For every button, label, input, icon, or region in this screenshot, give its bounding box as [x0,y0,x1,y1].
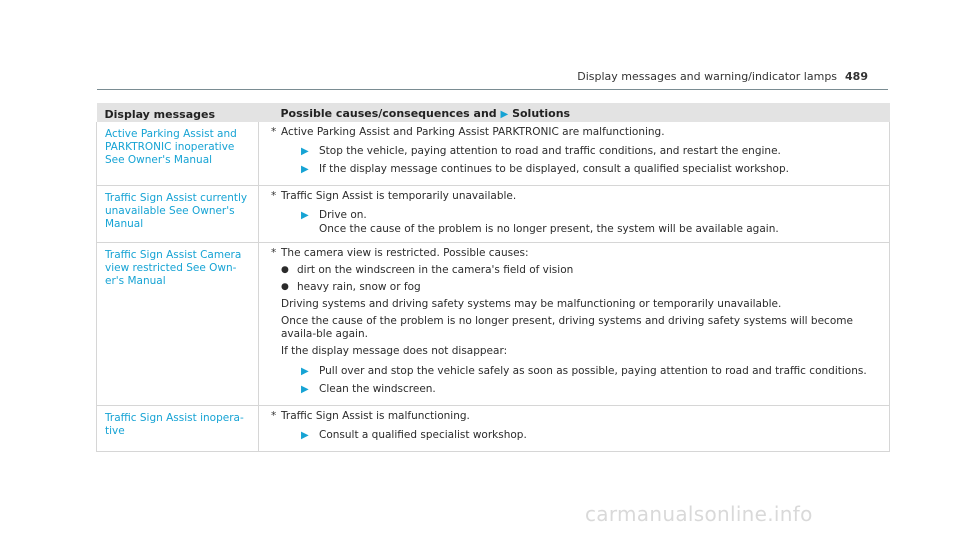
table-row [97,122,890,186]
play-arrow-icon: ▶ [301,146,309,157]
action-item [301,163,883,176]
paragraph: If the display message does not disappear: [281,345,508,357]
cause-cell [259,122,890,186]
action-text: Clean the windscreen. [319,383,436,395]
play-arrow-icon: ▶ [301,430,309,441]
display-messages-table [96,103,890,452]
cause-text: Active Parking Assist and Parking Assist PARKTRONIC are malfunctioning. [281,126,665,138]
asterisk-icon: * [271,410,277,422]
bullet-dot-icon: ● [281,282,289,292]
column-header-solutions-label: Possible causes/consequences and [280,107,497,120]
asterisk-icon: * [271,247,277,259]
cause-text: The camera view is restricted. Possible causes: [281,247,529,259]
bullet-item [281,281,883,294]
play-arrow-icon: ▶ [301,366,309,377]
cause-cell [259,406,890,452]
page-number: 489 [845,70,868,83]
action-item [301,209,883,222]
column-header-solutions-suffix: Solutions [512,107,571,120]
bullet-dot-icon: ● [281,265,289,275]
action-text: Consult a qualified specialist workshop. [319,429,527,441]
display-message: Active Parking Assist and PARKTRONIC inoperative See Owner's Manual [97,122,259,186]
page-header-title: Display messages and warning/indicator lamps [577,70,838,83]
table-row [97,406,890,452]
cause-cell [259,243,890,406]
cause-text: Traffic Sign Assist is malfunctioning. [281,410,470,422]
bullet-text: dirt on the windscreen in the camera's field of vision [297,264,574,276]
action-note: Once the cause of the problem is no longer present, the system will be available again. [319,223,779,235]
paragraph: Driving systems and driving safety systems may be malfunctioning or temporarily unavailable. [281,298,782,310]
action-item [301,145,883,158]
bullet-text: heavy rain, snow or fog [297,281,421,293]
cause-line [271,247,883,260]
table-header-row [97,103,890,122]
page-header [0,70,868,90]
cause-line [271,410,883,423]
play-arrow-icon: ▶ [301,384,309,395]
action-text: Stop the vehicle, paying attention to road and traffic conditions, and restart the engine. [319,145,781,157]
bullet-item [281,264,883,277]
column-header-solutions [259,103,890,122]
watermark: carmanualsonline.info [585,502,813,526]
asterisk-icon: * [271,190,277,202]
action-item [301,383,883,396]
display-message: Traffic Sign Assist currently unavailable See Owner's Manual [97,186,259,243]
play-arrow-icon: ▶ [500,109,509,120]
paragraph: Once the cause of the problem is no longer present, driving systems and driving safety systems will become availa-ble again. [281,315,853,340]
cause-line [271,126,883,139]
action-text: Drive on. [319,209,367,221]
table-row [97,243,890,406]
cause-line [271,190,883,203]
display-message: Traffic Sign Assist inopera-tive [97,406,259,452]
play-arrow-icon: ▶ [301,210,309,221]
action-text: If the display message continues to be displayed, consult a qualified specialist workshop. [319,163,789,175]
cause-text: Traffic Sign Assist is temporarily unavailable. [281,190,517,202]
cause-cell [259,186,890,243]
column-header-messages: Display messages [97,103,259,122]
asterisk-icon: * [271,126,277,138]
display-message: Traffic Sign Assist Camera view restricted See Own-er's Manual [97,243,259,406]
action-item [301,365,883,378]
table-row [97,186,890,243]
action-text: Pull over and stop the vehicle safely as soon as possible, paying attention to road and traffic conditions. [319,365,867,377]
play-arrow-icon: ▶ [301,164,309,175]
action-item [301,429,883,442]
header-divider [97,89,888,90]
